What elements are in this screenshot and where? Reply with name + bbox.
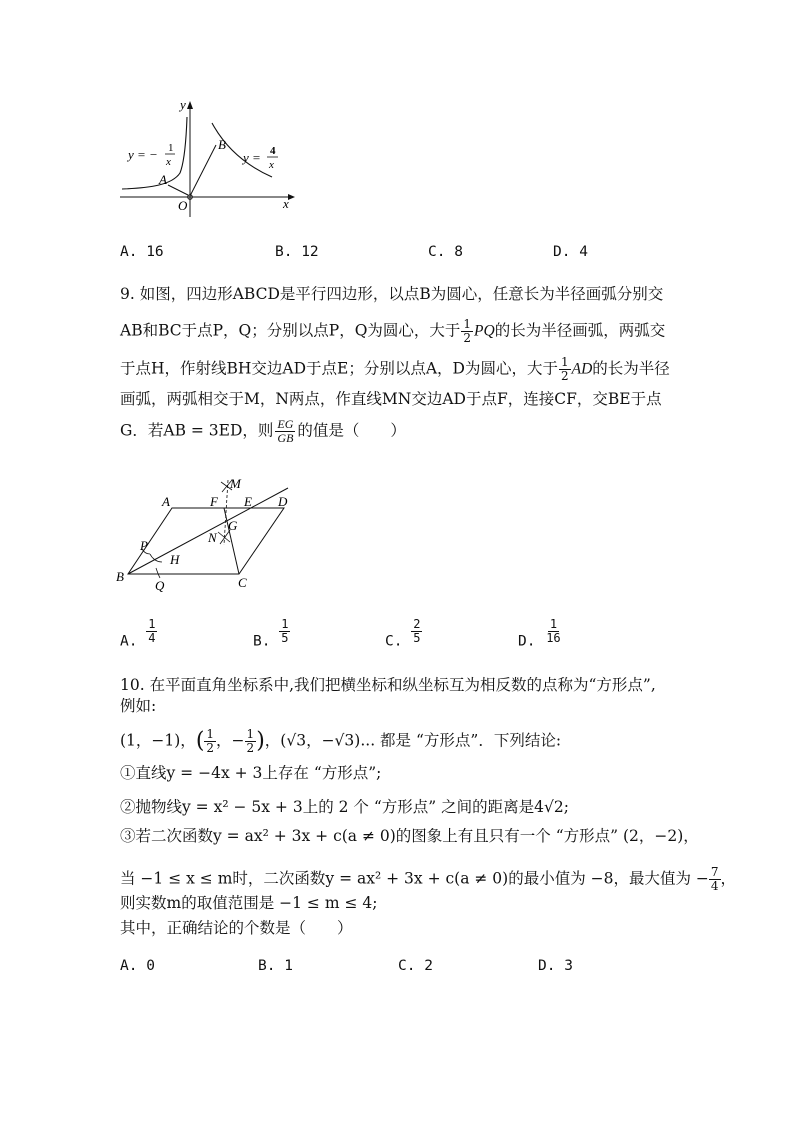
label-h: H [170, 552, 180, 567]
label-c: C [238, 575, 247, 590]
point-a-label: A [159, 172, 167, 187]
label-m: M [230, 476, 241, 491]
segment-ob [190, 145, 216, 196]
label-n: N [208, 530, 217, 545]
label-g: G [228, 518, 238, 533]
q9-option-a[interactable]: A. $\frac{1}{4}$ [120, 617, 156, 650]
q9-option-c[interactable]: C. $\frac{2}{5}$ [385, 617, 421, 650]
q10-option-c[interactable]: C. 2 [398, 958, 433, 974]
x-label: x [283, 196, 289, 211]
arc-mark-q [156, 568, 160, 578]
y-label: y [180, 97, 186, 112]
label-q: Q [155, 578, 165, 593]
right-eq-den: x [269, 159, 274, 171]
segment-oa [168, 185, 188, 195]
q10-statement-1: ①直线y = −4x + 3上存在 “方形点”; [120, 764, 382, 782]
parallelogram-abcd [128, 508, 284, 574]
q9-option-b[interactable]: B. $\frac{1}{5}$ [253, 617, 289, 650]
q9-line-2: AB和BC于点P，Q；分别以点P，Q为圆心，大于 $\frac{1}{2}$ PQ的长为半径画弧，两弧交 [120, 317, 666, 345]
left-eq-num: 1 [168, 142, 174, 154]
q10-line-2: 例如: [120, 697, 157, 715]
x-axis-arrow-icon [288, 194, 295, 200]
q8-option-d[interactable]: D. 4 [553, 244, 588, 260]
label-e: E [244, 494, 252, 509]
label-p: P [140, 538, 148, 553]
q10-question: 其中，正确结论的个数是（ ） [120, 919, 353, 937]
q10-option-b[interactable]: B. 1 [258, 958, 293, 974]
q10-statement-3-cont: 当 −1 ≤ x ≤ m时，二次函数y = ax² + 3x + c(a ≠ 0)的最小值为 −8，最大值为 − $\frac{7}{4}$ ， [120, 865, 737, 893]
right-eq-lhs: y = [243, 150, 261, 165]
q10-statement-3: ③若二次函数y = ax² + 3x + c(a ≠ 0)的图象上有且只有一个 “方形点” (2，−2)， [120, 827, 699, 845]
left-eq-den: x [166, 156, 171, 168]
point-b-label: B [218, 137, 226, 152]
q10-line-1: 10. 在平面直角坐标系中,我们把横坐标和纵坐标互为相反数的点称为“方形点”, [120, 676, 656, 694]
q9-line-3: 于点H，作射线BH交边AD于点E；分别以点A，D为圆心，大于 $\frac{1}{2}$ AD的长为半径 [120, 355, 670, 383]
y-axis-arrow-icon [187, 101, 193, 109]
q8-option-a[interactable]: A. 16 [120, 244, 164, 260]
left-eq-lhs: y = − [128, 147, 158, 162]
q9-option-d[interactable]: D. $\frac{1}{16}$ [518, 617, 561, 650]
q10-statement-2: ②抛物线y = x² − 5x + 3上的 2 个 “方形点” 之间的距离是4√2; [120, 798, 569, 816]
origin-label: O [178, 198, 188, 213]
q8-option-c[interactable]: C. 8 [428, 244, 463, 260]
q10-statement-3-range: 则实数m的取值范围是 −1 ≤ m ≤ 4; [120, 894, 378, 912]
q9-line-5: G．若AB = 3ED，则 $\frac{EG}{GB}$ 的值是（ ） [120, 417, 406, 445]
parallelogram-figure [112, 470, 302, 595]
label-f: F [210, 494, 218, 509]
hyperbola-figure [110, 95, 310, 220]
right-eq-num: 4 [270, 145, 276, 157]
q9-line-1: 9. 如图，四边形ABCD是平行四边形，以点B为圆心，任意长为半径画弧分别交 [120, 285, 664, 303]
q10-option-a[interactable]: A. 0 [120, 958, 155, 974]
q8-option-b[interactable]: B. 12 [275, 244, 319, 260]
q10-line-3: (1，−1)，( $\frac{1}{2}$ ，− $\frac{1}{2}$ )，(√3，−√3)... 都是 “方形点”．下列结论: [120, 727, 562, 755]
q10-option-d[interactable]: D. 3 [538, 958, 573, 974]
label-b: B [116, 569, 124, 584]
label-a: A [162, 494, 170, 509]
q9-line-4: 画弧，两弧相交于M，N两点，作直线MN交边AD于点F，连接CF，交BE于点 [120, 390, 662, 408]
label-d: D [278, 494, 288, 509]
